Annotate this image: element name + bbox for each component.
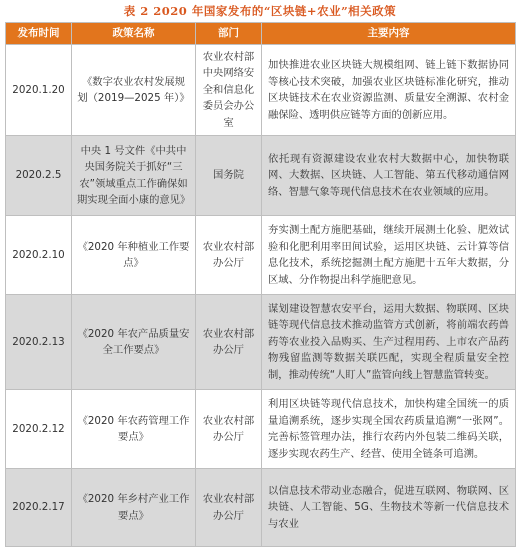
table-row (6, 469, 516, 547)
table-row (6, 136, 516, 216)
table-row (6, 45, 516, 136)
cell-policy-name: 《2020 年农产品质量安全工作要点》 (72, 295, 196, 390)
cell-department: 农业农村部办公厅 (196, 295, 262, 390)
header-content: 主要内容 (262, 23, 516, 45)
cell-content: 谋划建设智慧农安平台，运用大数据、物联网、区块链等现代信息技术推动监管方式创新，将前端农药兽药等农业投入品购买、生产过程用药、上市农产品药物残留监测等数据关联匹配，实现全程质量安全控制，推动传统“人盯人”监管向线上智慧监管转变。 (262, 295, 516, 390)
cell-policy-name: 《2020 年种植业工作要点》 (72, 216, 196, 295)
cell-content: 以信息技术带动业态融合，促进互联网、物联网、区块链、人工智能、5G、生物技术等新一代信息技术与农业 (262, 469, 516, 547)
cell-policy-name: 《数字农业农村发展规划（2019—2025 年）》 (72, 45, 196, 136)
cell-date: 2020.2.12 (6, 390, 72, 469)
cell-department: 国务院 (196, 136, 262, 216)
cell-policy-name: 中央 1 号文件《中共中央国务院关于抓好“三农”领域重点工作确保如期实现全面小康的意见》 (72, 136, 196, 216)
cell-content: 加快推进农业区块链大规模组网、链上链下数据协同等核心技术突破，加强农业区块链标准化研究，推动区块链技术在农业资源监测、质量安全溯源、农村金融保险、透明供应链等方面的创新应用。 (262, 45, 516, 136)
cell-policy-name: 《2020 年农药管理工作要点》 (72, 390, 196, 469)
cell-date: 2020.2.5 (6, 136, 72, 216)
table-row (6, 216, 516, 295)
cell-department: 农业农村部 中央网络安全和信息化委员会办公室 (196, 45, 262, 136)
table-caption: 表 2 2020 年国家发布的“区块链+农业”相关政策 (123, 4, 397, 18)
cell-department: 农业农村部办公厅 (196, 469, 262, 547)
cell-date: 2020.1.20 (6, 45, 72, 136)
cell-department: 农业农村部办公厅 (196, 216, 262, 295)
header-policy-name: 政策名称 (72, 23, 196, 45)
cell-policy-name: 《2020 年乡村产业工作要点》 (72, 469, 196, 547)
policy-table (5, 22, 516, 547)
cell-date: 2020.2.10 (6, 216, 72, 295)
cell-department: 农业农村部办公厅 (196, 390, 262, 469)
header-date: 发布时间 (6, 23, 72, 45)
cell-content: 依托现有资源建设农业农村大数据中心，加快物联网、大数据、区块链、人工智能、第五代移动通信网络、智慧气象等现代信息技术在农业领域的应用。 (262, 136, 516, 216)
cell-date: 2020.2.13 (6, 295, 72, 390)
table-header-row (6, 23, 516, 45)
cell-date: 2020.2.17 (6, 469, 72, 547)
header-department: 部门 (196, 23, 262, 45)
cell-content: 利用区块链等现代信息技术，加快构建全国统一的质量追溯系统，逐步实现全国农药质量追溯“一张网”。完善标签管理办法，推行农药内外包装二维码关联，逐步实现农药生产、经营、使用全链条可追溯。 (262, 390, 516, 469)
table-row (6, 295, 516, 390)
cell-content: 夯实测土配方施肥基础，继续开展测土化验、肥效试验和化肥利用率田间试验，运用区块链、云计算等信息化技术，系统挖掘测土配方施肥十五年大数据，分区域、分作物提出科学施肥意见。 (262, 216, 516, 295)
table-row (6, 390, 516, 469)
